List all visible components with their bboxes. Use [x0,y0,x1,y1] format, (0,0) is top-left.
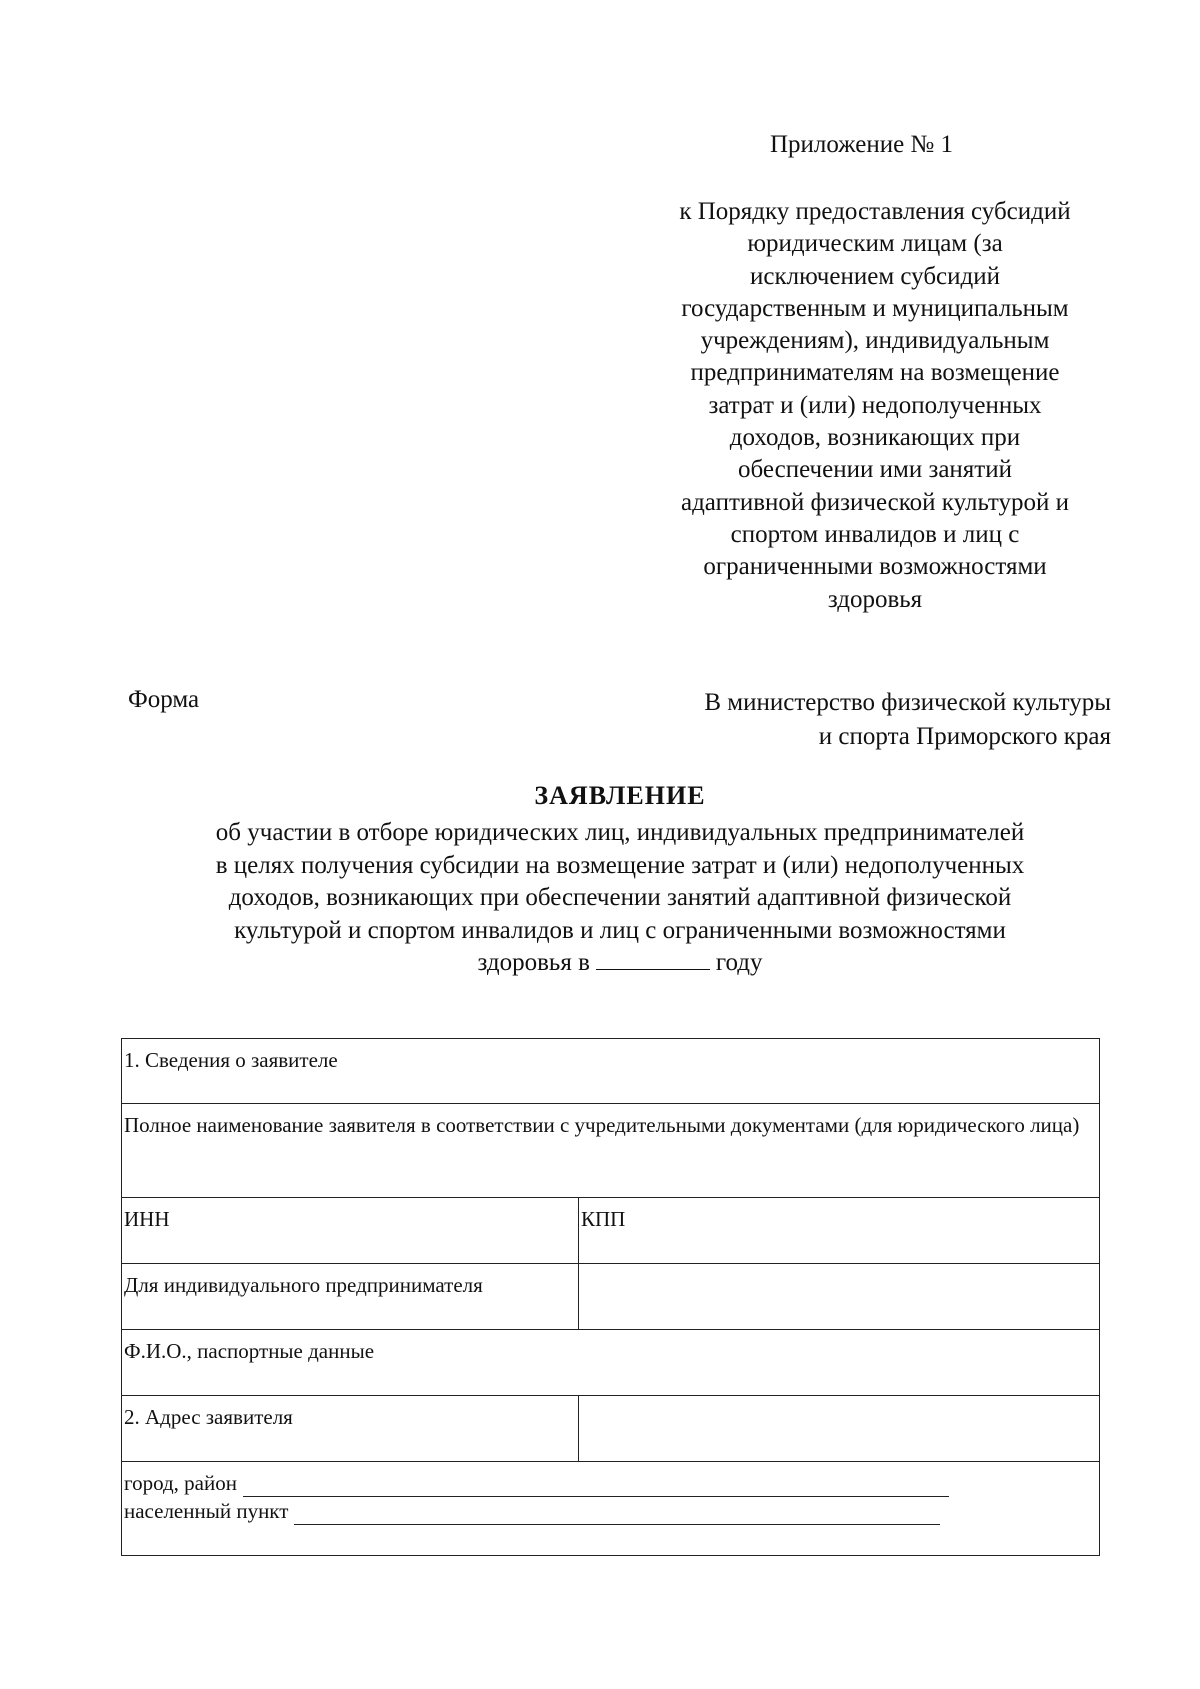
appendix-line: государственным и муниципальным [681,294,1069,322]
table-row [122,1198,1100,1264]
form-label: Форма [128,686,200,713]
statement-line: в целях получения субсидии на возмещение затрат и (или) недополученных [215,851,1025,879]
appendix-line: к Порядку предоставления субсидий [679,198,1071,225]
appendix-line: доходов, возникающих при [729,424,1021,452]
appendix-title: Приложение № 1 [770,131,954,158]
appendix-line: обеспечении ими занятий [738,456,1012,484]
table-row [122,1039,1100,1104]
fio-passport-field[interactable]: Ф.И.О., паспортные данные [122,1330,1100,1396]
section-applicant-address: 2. Адрес заявителя [122,1396,579,1462]
city-district-label: город, район [124,1471,237,1495]
address-field[interactable] [579,1396,1100,1462]
addressee-line: В министерство физической культуры [704,689,1111,716]
statement-year-suffix: году [715,949,763,976]
address-details-cell [122,1462,1100,1556]
statement-year-prefix: здоровья в [477,949,590,976]
statement-line: об участии в отборе юридических лиц, индивидуальных предпринимателей [215,819,1025,846]
statement-last-line [0,947,1200,980]
appendix-line: исключением субсидий [749,262,1001,290]
kpp-field[interactable]: КПП [579,1198,1100,1264]
statement-line: доходов, возникающих при обеспечении занятий адаптивной физической [228,884,1012,911]
table-row [122,1330,1100,1396]
table-row [122,1264,1100,1330]
settlement-blank[interactable] [294,1504,940,1525]
year-blank-field[interactable] [596,947,710,970]
appendix-line: юридическим лицам (за [747,230,1003,258]
appendix-line: учреждениям), индивидуальным [700,327,1050,355]
settlement-label: населенный пункт [124,1499,289,1523]
table-row [122,1104,1100,1198]
appendix-line: ограниченными возможностями [703,553,1047,581]
individual-entrepreneur-field[interactable] [579,1264,1100,1330]
appendix-line: адаптивной физической культурой и [680,488,1070,516]
statement-line: культурой и спортом инвалидов и лиц с ограниченными возможностями [234,916,1006,944]
section-applicant-info: 1. Сведения о заявителе [122,1039,1100,1104]
city-district-line [124,1469,1095,1497]
appendix-line: предпринимателям на возмещение [690,359,1060,387]
table-row [122,1462,1100,1556]
statement-subtitle [0,817,1200,980]
addressee-block [704,686,1111,754]
settlement-line [124,1497,1095,1525]
application-form-table [121,1038,1100,1556]
individual-entrepreneur-label: Для индивидуального предпринимателя [122,1264,579,1330]
appendix-description [640,196,1110,616]
addressee-line: и спорта Приморского края [818,723,1111,750]
appendix-line: спортом инвалидов и лиц с [730,520,1020,548]
appendix-line: здоровья [827,585,923,613]
statement-title: ЗАЯВЛЕНИЕ [534,781,706,810]
appendix-line: затрат и (или) недополученных [708,391,1042,419]
city-district-blank[interactable] [243,1476,949,1497]
table-row [122,1396,1100,1462]
inn-field[interactable]: ИНН [122,1198,579,1264]
full-name-field[interactable]: Полное наименование заявителя в соответствии с учредительными документами (для юридического лица) [122,1104,1100,1198]
